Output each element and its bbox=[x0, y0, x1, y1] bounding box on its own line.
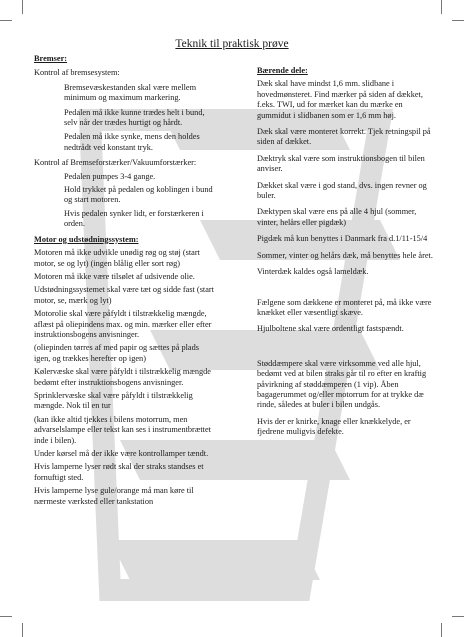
crop-mark bbox=[441, 623, 442, 637]
engine-item: Under kørsel må der ikke være kontrollamper tændt. bbox=[34, 449, 209, 458]
page-title: Teknik til praktisk prøve bbox=[175, 38, 289, 50]
engine-item: (oliepinden tørres af med papir og sættes på plads igen, og trækkes herefter op igen) bbox=[34, 343, 199, 363]
brake-item: Pedalen må ikke synke, mens den holdes nedtrådt ved konstant tryk. bbox=[64, 132, 200, 152]
crop-mark bbox=[0, 20, 12, 21]
engine-item: Hvis lamperne lyse gule/orange må man køre til nærmeste værksted eller tankstation bbox=[34, 486, 194, 506]
bearing-item: Dæktypen skal være ens på alle 4 hjul (sommer, vinter, helårs eller pigdæk) bbox=[257, 207, 417, 227]
crop-mark bbox=[452, 20, 464, 21]
engine-item: Udstødningssystemet skal være tæt og sidde fast (start motor, se, mærk og lyt) bbox=[34, 285, 214, 305]
crop-mark bbox=[22, 0, 23, 14]
brakes-heading: Bremser: bbox=[34, 54, 68, 63]
booster-label: Kontrol af Bremseforstærker/Vakuumforstærker: bbox=[34, 158, 197, 168]
engine-item: Motoren må ikke udvikle unødig røg og støj (start motor, se og lyt) (ingen blålig eller sort røg) bbox=[34, 248, 200, 268]
crop-mark bbox=[22, 623, 23, 637]
left-column bbox=[34, 52, 214, 507]
brake-system-label: Kontrol af bremsesystem: bbox=[34, 68, 120, 78]
right-column bbox=[257, 66, 437, 438]
bearing-parts-heading: Bærende dele: bbox=[257, 66, 308, 75]
bearing-item: Fælgene som dækkene er monteret på, må ikke være knækket eller væsentligt skæve. bbox=[257, 297, 432, 317]
bearing-item: Sommer, vinter og helårs dæk, må benyttes hele året. bbox=[257, 250, 433, 260]
bearing-item: Dækket skal være i god stand, dvs. ingen revner og buler. bbox=[257, 180, 427, 201]
brake-item: Bremsevæskestanden skal være mellem minimum og maximum markering. bbox=[64, 82, 197, 103]
crop-mark bbox=[452, 616, 464, 617]
booster-item: Pedalen pumpes 3-4 gange. bbox=[64, 171, 156, 181]
engine-item: Kølervæske skal være påfyldt i tilstrækkelig mængde bedømt efter instruktionsbogens anvisninger. bbox=[34, 367, 211, 387]
bearing-item: Vinterdæk kaldes også lameldæk. bbox=[257, 267, 369, 277]
crop-mark bbox=[441, 0, 442, 14]
bearing-item: Støddæmpere skal være virksomme ved alle hjul, bedømt ved at bilen straks går til ro efter en kraftig påvirkning af støddæmperen (1 vip). Åben bagagerummet og/eller motorrum for at trykke dæ rinde, således at buler i bilen undgås. bbox=[257, 358, 427, 410]
bearing-item: Pigdæk må kun benyttes i Danmark fra d.1/11-15/4 bbox=[257, 234, 428, 244]
engine-item: Motorolie skal være påfyldt i tilstrækkelig mængde, aflæst på oliepindens max. og min. mærker eller efter instruktionsbogens anvisninger. bbox=[34, 309, 212, 339]
bearing-item: Hjulboltene skal være ordentligt fastspændt. bbox=[257, 324, 404, 334]
bearing-item: Dæk skal have mindst 1,6 mm. slidbane i hovedmønsteret. Find mærker på siden af dækket, f.eks. TWI, ud for mærket kan du mærke en gummidut i slidbanen som er 1,6 mm høj. bbox=[257, 79, 423, 120]
engine-heading: Motor og udstødningssystem: bbox=[34, 234, 139, 244]
engine-item: (kan ikke altid tjekkes i bilens motorrum, men advarselslampe eller tekst kan ses i instrumentbrættet inde i bilen). bbox=[34, 414, 211, 445]
booster-item: Hvis pedalen synker lidt, er forstærkeren i orden. bbox=[64, 208, 204, 229]
bearing-item: Dæk skal være monteret korrekt. Tjek retningspil på siden af dækket. bbox=[257, 127, 431, 147]
engine-item: Sprinklervæske skal være påfyldt i tilstrækkelig mængde. Nok til en tur bbox=[34, 390, 193, 411]
brake-item: Pedalen må ikke kunne trædes helt i bund, selv når der trædes hurtigt og hårdt. bbox=[64, 107, 205, 128]
booster-item: Hold trykket på pedalen og koblingen i bund og start motoren. bbox=[64, 185, 213, 205]
bearing-item: Dæktryk skal være som instruktionsbogen til bilen anviser. bbox=[257, 153, 425, 174]
crop-mark bbox=[0, 616, 12, 617]
engine-item: Motoren må ikke være tilsølet af udsivende olie. bbox=[34, 271, 195, 281]
bearing-item: Hvis der er knirke, knage eller knækkelyde, er fjedrene muligvis defekte. bbox=[257, 416, 411, 437]
engine-item: Hvis lamperne lyser rødt skal der straks standses et fornuftigt sted. bbox=[34, 462, 204, 482]
